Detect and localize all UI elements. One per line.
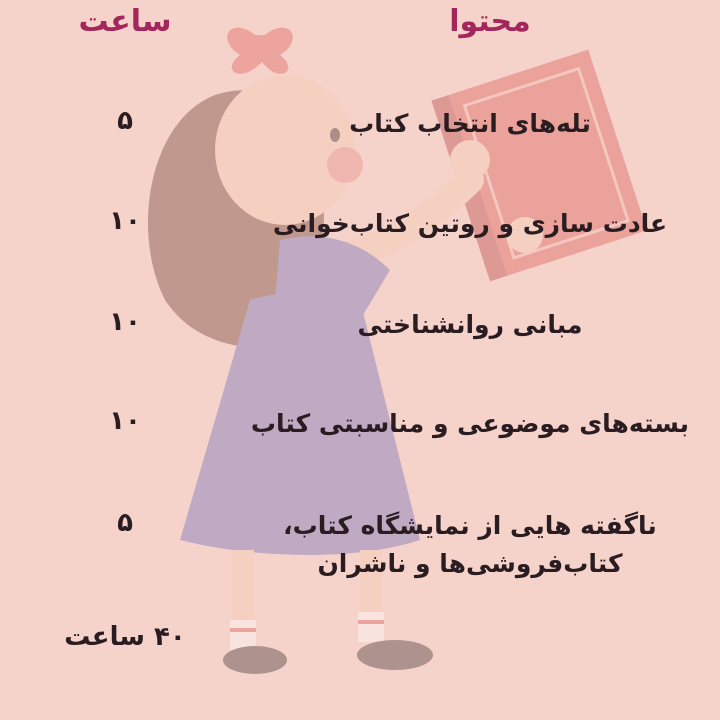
topic-row-4: بسته‌های موضوعی و مناسبتی کتاب [250, 409, 690, 438]
topic-row-5-line-1: ناگفته هایی از نمایشگاه کتاب، [283, 511, 657, 540]
hours-column-header: ساعت [78, 4, 172, 39]
hours-row-4: ۱۰ [109, 406, 141, 436]
hours-row-1: ۵ [117, 106, 133, 136]
hours-row-5: ۵ [117, 508, 133, 538]
content-column-header: محتوا [449, 4, 531, 39]
hours-row-3: ۱۰ [109, 307, 141, 337]
topic-row-3: مبانی روانشناختی [357, 310, 583, 339]
topic-row-1: تله‌های انتخاب کتاب [349, 109, 591, 138]
topic-row-2: عادت سازی و روتین کتاب‌خوانی [272, 209, 668, 238]
total-hours: ۴۰ ساعت [64, 622, 186, 652]
topic-row-5-line-2: کتاب‌فروشی‌ها و ناشران [317, 549, 623, 578]
hours-row-2: ۱۰ [109, 206, 141, 236]
